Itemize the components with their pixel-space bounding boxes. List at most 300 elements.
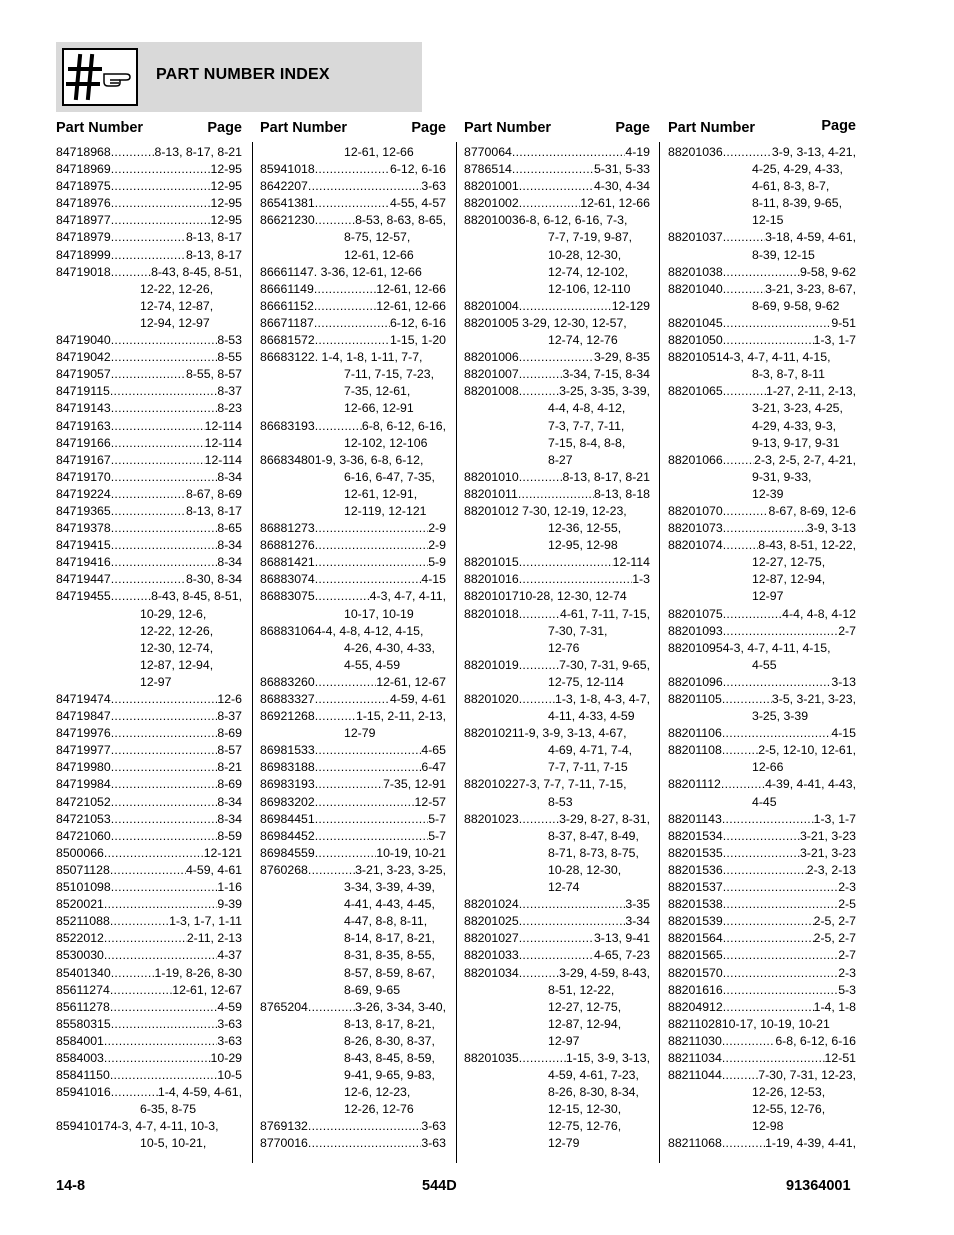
page-refs: 12-61, 12-67 — [172, 982, 242, 997]
part-number: 86881273 — [260, 521, 315, 536]
entry-line — [260, 623, 446, 640]
part-number: 88201016 — [464, 572, 519, 587]
index-entry — [56, 332, 242, 349]
page-refs: 12-95 — [210, 196, 242, 211]
entry-line — [56, 1033, 242, 1050]
page-refs: 4-55, 4-57 — [389, 196, 446, 211]
entry-line — [464, 195, 650, 212]
page-refs-continued: 10-5, 10-21, — [140, 1136, 207, 1151]
entry-line — [56, 742, 242, 759]
page-refs: 4-61, 7-11, 7-15, — [559, 606, 650, 621]
page-refs: 4-15 — [831, 726, 856, 741]
dot-leader — [308, 862, 355, 879]
entry-line — [464, 896, 650, 913]
dot-leader — [111, 469, 218, 486]
part-number: 88201033 — [464, 948, 519, 963]
index-entry — [464, 691, 650, 725]
page-refs: 3-25, 3-35, 3-39, — [559, 384, 650, 399]
part-number: 88201565 — [668, 948, 723, 963]
page-refs-continued: 12-66, 12-91 — [344, 401, 414, 416]
part-number: 882010514-3, 4-7, 4-11, 4-15, — [668, 350, 831, 365]
index-entry — [464, 1050, 650, 1153]
dot-leader — [111, 349, 218, 366]
part-number: 84719143 — [56, 401, 111, 416]
page-refs: 8-65 — [217, 521, 242, 536]
page-refs-continued: 7-35, 12-61, — [344, 384, 411, 399]
index-entry — [260, 315, 446, 332]
entry-line — [56, 383, 242, 400]
index-entry — [668, 229, 856, 263]
column-divider — [252, 142, 253, 1163]
index-entry — [56, 366, 242, 383]
part-number: 8530030 — [56, 948, 104, 963]
entry-line — [260, 828, 446, 845]
entry-line — [668, 1067, 856, 1084]
page-refs-continued: 12-87, 12-94, — [752, 572, 826, 587]
dot-leader — [519, 349, 594, 366]
entry-line — [56, 537, 242, 554]
dot-leader — [111, 691, 218, 708]
entry-line — [464, 571, 650, 588]
part-number: 84718968 — [56, 145, 111, 159]
dot-leader — [519, 195, 581, 212]
page-refs: 12-61, 12-67 — [376, 674, 446, 689]
page-refs: 8-13, 8-17 — [185, 230, 242, 245]
entry-line — [464, 469, 650, 486]
dot-leader — [315, 691, 390, 708]
page-refs: 5-3 — [838, 982, 856, 997]
page-refs-continued: 7-15, 8-4, 8-8, — [548, 435, 626, 450]
page-refs: 3-13, 9-41 — [593, 931, 650, 946]
part-number: 84719040 — [56, 333, 111, 348]
index-entry — [260, 195, 446, 212]
part-number: 86981533 — [260, 743, 315, 758]
entry-line — [668, 674, 856, 691]
index-entry — [464, 571, 650, 588]
page-refs: 8-21 — [217, 760, 242, 775]
page-refs-continued: 12-30, 12-74, — [140, 640, 214, 655]
entry-line — [668, 1135, 856, 1152]
index-entry — [464, 383, 650, 468]
part-number: 88204912 — [668, 999, 723, 1014]
page-refs-continued: 12-61, 12-91, — [344, 486, 418, 501]
index-entry — [56, 469, 242, 486]
part-number: 88201024 — [464, 897, 519, 912]
dot-leader — [315, 554, 429, 571]
dot-leader — [722, 1050, 825, 1067]
entry-line — [668, 913, 856, 930]
entry-line — [668, 606, 856, 623]
entry-line — [56, 879, 242, 896]
part-number: 88201534 — [668, 828, 723, 843]
dot-leader — [519, 657, 559, 674]
index-entry — [668, 144, 856, 229]
part-number: 8770064 — [464, 145, 512, 159]
index-entry — [464, 725, 650, 776]
dot-leader — [512, 161, 594, 178]
dot-leader — [104, 845, 204, 862]
index-entry — [668, 896, 856, 913]
part-number: 84721052 — [56, 794, 111, 809]
dot-leader — [315, 212, 355, 229]
column-header — [668, 118, 856, 144]
part-number: 86683122. 1-4, 1-8, 1-11, 7-7, — [260, 350, 423, 365]
index-entry — [464, 144, 650, 161]
index-entry — [668, 332, 856, 349]
entry-line — [464, 657, 650, 674]
page-refs-continued: 8-27 — [548, 452, 573, 467]
index-entry — [668, 623, 856, 640]
page-refs: 3-18, 4-59, 4-61, — [765, 230, 856, 245]
entry-line — [56, 828, 242, 845]
page-refs: 7-30, 7-31, 12-23, — [758, 1068, 856, 1083]
entry-line — [260, 794, 446, 811]
page-refs-continued: 12-95, 12-98 — [548, 538, 618, 553]
page-refs: 8-34 — [217, 538, 242, 553]
index-entry — [464, 161, 650, 178]
dot-leader — [723, 264, 800, 281]
entry-line — [56, 930, 242, 947]
part-number: 85071128 — [56, 862, 110, 877]
page-refs: 3-63 — [421, 1119, 446, 1134]
part-number: 84719163 — [56, 418, 111, 433]
entry-line — [668, 845, 856, 862]
page-refs: 9-39 — [217, 897, 242, 912]
column-divider — [456, 142, 457, 1163]
page-refs-continued: 12-27, 12-75, — [548, 999, 622, 1014]
entry-line — [56, 554, 242, 571]
page-refs: 3-21, 3-23 — [799, 828, 856, 843]
part-number: 84721053 — [56, 811, 111, 826]
dot-leader — [111, 178, 211, 195]
page-refs: 3-29, 8-27, 8-31, — [559, 811, 650, 826]
entry-line — [464, 588, 650, 605]
entry-line — [260, 571, 446, 588]
part-number: 86984452 — [260, 828, 315, 843]
entry-line — [56, 264, 242, 281]
page-refs: 4-37 — [217, 948, 242, 963]
page-refs-continued: 10-28, 12-30, — [548, 862, 622, 877]
part-number: 84718975 — [56, 179, 111, 194]
part-number: 882010211-9, 3-9, 3-13, 4-67, — [464, 726, 627, 741]
part-number: 84719166 — [56, 435, 111, 450]
entry-line — [56, 229, 242, 246]
index-entry — [56, 913, 242, 930]
page-refs: 2-11, 2-13 — [186, 931, 242, 946]
entry-line — [464, 725, 650, 742]
dot-leader — [519, 571, 633, 588]
entry-line — [668, 349, 856, 366]
page-refs: 1-3 — [632, 572, 650, 587]
dot-leader — [315, 195, 390, 212]
dot-leader — [519, 691, 555, 708]
index-entry — [464, 896, 650, 913]
index-entry — [668, 828, 856, 845]
index-column-3 — [464, 118, 650, 1153]
part-number: 84719977 — [56, 743, 111, 758]
index-entry — [668, 742, 856, 776]
part-number: 86881421 — [260, 555, 315, 570]
page-refs-continued: 8-71, 8-73, 8-75, — [548, 845, 639, 860]
index-entry — [464, 606, 650, 657]
page-refs-continued: 12-66 — [752, 760, 784, 775]
column-divider — [659, 142, 660, 1163]
part-number: 88201538 — [668, 897, 723, 912]
page-refs-continued: 4-41, 4-43, 4-45, — [344, 897, 435, 912]
page-refs: 3-34, 7-15, 8-34 — [562, 367, 650, 382]
part-number: 84719042 — [56, 350, 111, 365]
index-entry — [260, 742, 446, 759]
entry-line — [56, 212, 242, 229]
page-refs: 2-7 — [838, 948, 856, 963]
index-entry — [260, 794, 446, 811]
page-refs: 3-26, 3-34, 3-40, — [355, 999, 446, 1014]
page-refs-continued: 12-22, 12-26, — [140, 281, 214, 296]
index-entry — [56, 691, 242, 708]
index-entry — [260, 281, 446, 298]
index-entry — [56, 999, 242, 1016]
entry-line — [464, 965, 650, 982]
entry-line — [56, 588, 242, 605]
part-number: 859410174-3, 4-7, 4-11, 10-3, — [56, 1119, 219, 1134]
part-number: 84718969 — [56, 162, 111, 177]
part-number: 86683193 — [260, 418, 315, 433]
index-entry — [260, 999, 446, 1119]
page-refs-continued: 12-79 — [548, 1136, 580, 1151]
entry-line — [56, 982, 242, 999]
entry-list — [464, 144, 650, 1153]
index-entry — [56, 161, 242, 178]
dot-leader — [111, 571, 186, 588]
page-refs: 4-19 — [625, 145, 650, 159]
part-number: 88201535 — [668, 845, 723, 860]
page-refs: 2-5, 12-10, 12-61, — [758, 743, 856, 758]
part-number: 8500066 — [56, 845, 104, 860]
footer-doc-number: 91364001 — [786, 1178, 851, 1194]
index-entry — [260, 759, 446, 776]
entry-line — [668, 503, 856, 520]
page-refs: 2-9 — [428, 538, 446, 553]
page-refs: 10-5 — [217, 1068, 242, 1083]
part-number: 882010036-8, 6-12, 6-16, 7-3, — [464, 213, 628, 228]
page-refs: 8-13, 8-17, 8-21 — [562, 469, 650, 484]
dot-leader — [111, 759, 218, 776]
part-number: 84719455 — [56, 589, 111, 604]
page-refs-continued: 12-74, 12-76 — [548, 333, 618, 348]
part-number: 86661147. 3-36, 12-61, 12-66 — [260, 264, 422, 279]
entry-line — [260, 520, 446, 537]
index-entry — [260, 1135, 446, 1152]
dot-leader — [519, 1050, 566, 1067]
dot-leader — [315, 418, 362, 435]
page-refs: 3-63 — [217, 1033, 242, 1048]
part-number: 88201034 — [464, 965, 519, 980]
entry-line — [56, 845, 242, 862]
part-number: 86983193 — [260, 777, 315, 792]
part-number: 88211068 — [668, 1136, 722, 1151]
index-entry — [464, 212, 650, 297]
page-refs: 3-9, 3-13 — [806, 521, 856, 536]
dot-leader — [111, 400, 218, 417]
index-entry — [56, 144, 242, 161]
entry-line — [668, 640, 856, 657]
part-number: 85841150 — [56, 1068, 110, 1083]
index-entry — [668, 349, 856, 383]
dot-leader — [308, 1118, 422, 1135]
page-refs: 8-37 — [217, 384, 242, 399]
entry-line — [668, 315, 856, 332]
entry-line — [260, 264, 446, 281]
page-refs-continued: 12-102, 12-106 — [344, 435, 428, 450]
index-entry — [260, 144, 446, 161]
entry-line — [464, 503, 650, 520]
entry-line — [668, 1016, 856, 1033]
index-entry — [260, 571, 446, 588]
page-refs: 12-114 — [204, 452, 242, 467]
part-number: 88201037 — [668, 230, 723, 245]
entry-line — [56, 452, 242, 469]
page-refs: 12-57 — [414, 794, 446, 809]
dot-leader — [315, 742, 422, 759]
dot-leader — [111, 486, 186, 503]
part-number: 8642207 — [260, 179, 308, 194]
part-number: 88201038 — [668, 264, 723, 279]
page-refs-continued: 12-79 — [344, 726, 376, 741]
page-refs-continued: 3-25, 3-39 — [752, 709, 809, 724]
page-refs: 8-69 — [217, 726, 242, 741]
page-refs: 2-7 — [838, 623, 856, 638]
index-entry — [668, 1050, 856, 1067]
index-entry — [464, 657, 650, 691]
part-number: 86541381 — [260, 196, 315, 211]
dot-leader — [519, 606, 560, 623]
index-entry — [464, 913, 650, 930]
entry-line — [668, 725, 856, 742]
part-number: 84719018 — [56, 264, 111, 279]
index-entry — [464, 469, 650, 486]
index-entry — [668, 999, 856, 1016]
page-refs-continued: 8-14, 8-17, 8-21, — [344, 931, 435, 946]
header-band — [56, 42, 422, 112]
part-number-header: Part Number — [464, 120, 552, 136]
part-number: 84719416 — [56, 555, 111, 570]
part-number: 86984559 — [260, 845, 315, 860]
index-entry — [56, 1033, 242, 1050]
page-refs-continued: 12-36, 12-55, — [548, 521, 622, 536]
index-entry — [56, 418, 242, 435]
index-entry — [260, 1118, 446, 1135]
dot-leader — [722, 725, 832, 742]
index-entry — [668, 965, 856, 982]
part-number: 88201106 — [668, 726, 722, 741]
page-refs-continued: 12-61, 12-66 — [344, 145, 414, 159]
page-refs-continued: 12-22, 12-26, — [140, 623, 214, 638]
entry-line — [668, 623, 856, 640]
page-refs-continued: 12-97 — [752, 589, 784, 604]
index-entry — [668, 982, 856, 999]
index-entry — [56, 349, 242, 366]
page-refs-continued: 12-26, 12-76 — [344, 1102, 414, 1117]
part-number: 88211030 — [668, 1033, 722, 1048]
entry-line — [668, 691, 856, 708]
index-entry — [260, 520, 446, 537]
index-entry — [668, 776, 856, 810]
entry-line — [56, 1067, 242, 1084]
page-refs-continued: 8-69, 9-65 — [344, 982, 401, 997]
part-number: 88201570 — [668, 965, 723, 980]
index-entry — [56, 264, 242, 332]
entry-line — [260, 999, 446, 1016]
index-entry — [668, 281, 856, 315]
dot-leader — [111, 332, 218, 349]
entry-line — [464, 486, 650, 503]
part-number: 84719167 — [56, 452, 111, 467]
dot-leader — [111, 811, 218, 828]
entry-line — [56, 1016, 242, 1033]
entry-line — [464, 811, 650, 828]
part-number: 86681572 — [260, 333, 315, 348]
page-refs: 12-51 — [824, 1050, 856, 1065]
page-refs: 12-95 — [210, 162, 242, 177]
part-number: 88201005 3-29, 12-30, 12-57, — [464, 315, 627, 330]
page-refs-continued: 8-57, 8-59, 8-67, — [344, 965, 435, 980]
page-header: Page — [207, 120, 242, 136]
dot-leader — [315, 759, 422, 776]
part-number: 86883327 — [260, 692, 315, 706]
part-number: 88201018 — [464, 606, 519, 621]
page-refs: 3-21, 3-23, 8-67, — [765, 281, 856, 296]
page-refs-continued: 12-27, 12-75, — [752, 555, 826, 570]
index-entry — [260, 708, 446, 742]
index-entry — [56, 1135, 242, 1152]
index-entry — [56, 845, 242, 862]
page-refs-continued: 8-11, 8-39, 9-65, — [752, 196, 843, 211]
part-number: 84719447 — [56, 572, 111, 587]
part-number: 88201036 — [668, 145, 723, 159]
dot-leader — [110, 982, 172, 999]
index-entry — [464, 930, 650, 947]
index-entry — [56, 178, 242, 195]
index-entry — [464, 298, 650, 315]
index-entry — [56, 896, 242, 913]
dot-leader — [111, 264, 151, 281]
page-refs: 3-63 — [421, 179, 446, 194]
page-refs: 3-29, 8-35 — [593, 350, 650, 365]
index-entry — [668, 811, 856, 828]
page-refs: 7-35, 12-91 — [383, 777, 446, 792]
index-entry — [668, 930, 856, 947]
dot-leader — [723, 383, 766, 400]
entry-line — [260, 862, 446, 879]
entry-line — [464, 930, 650, 947]
entry-line — [56, 1050, 242, 1067]
dot-leader — [111, 725, 218, 742]
index-entry — [56, 1118, 242, 1135]
page-refs: 8-59 — [217, 828, 242, 843]
column-header — [260, 118, 446, 144]
index-entry — [56, 930, 242, 947]
part-number: 8821102810-17, 10-19, 10-21 — [668, 1016, 830, 1031]
index-entry — [56, 503, 242, 520]
entry-line — [668, 930, 856, 947]
index-entry — [56, 588, 242, 691]
page-refs: 9-58, 9-62 — [799, 264, 856, 279]
part-number: 86883075 — [260, 589, 315, 604]
dot-leader — [111, 879, 218, 896]
entry-line — [56, 913, 242, 930]
entry-line — [56, 349, 242, 366]
part-number: 84719474 — [56, 692, 111, 706]
